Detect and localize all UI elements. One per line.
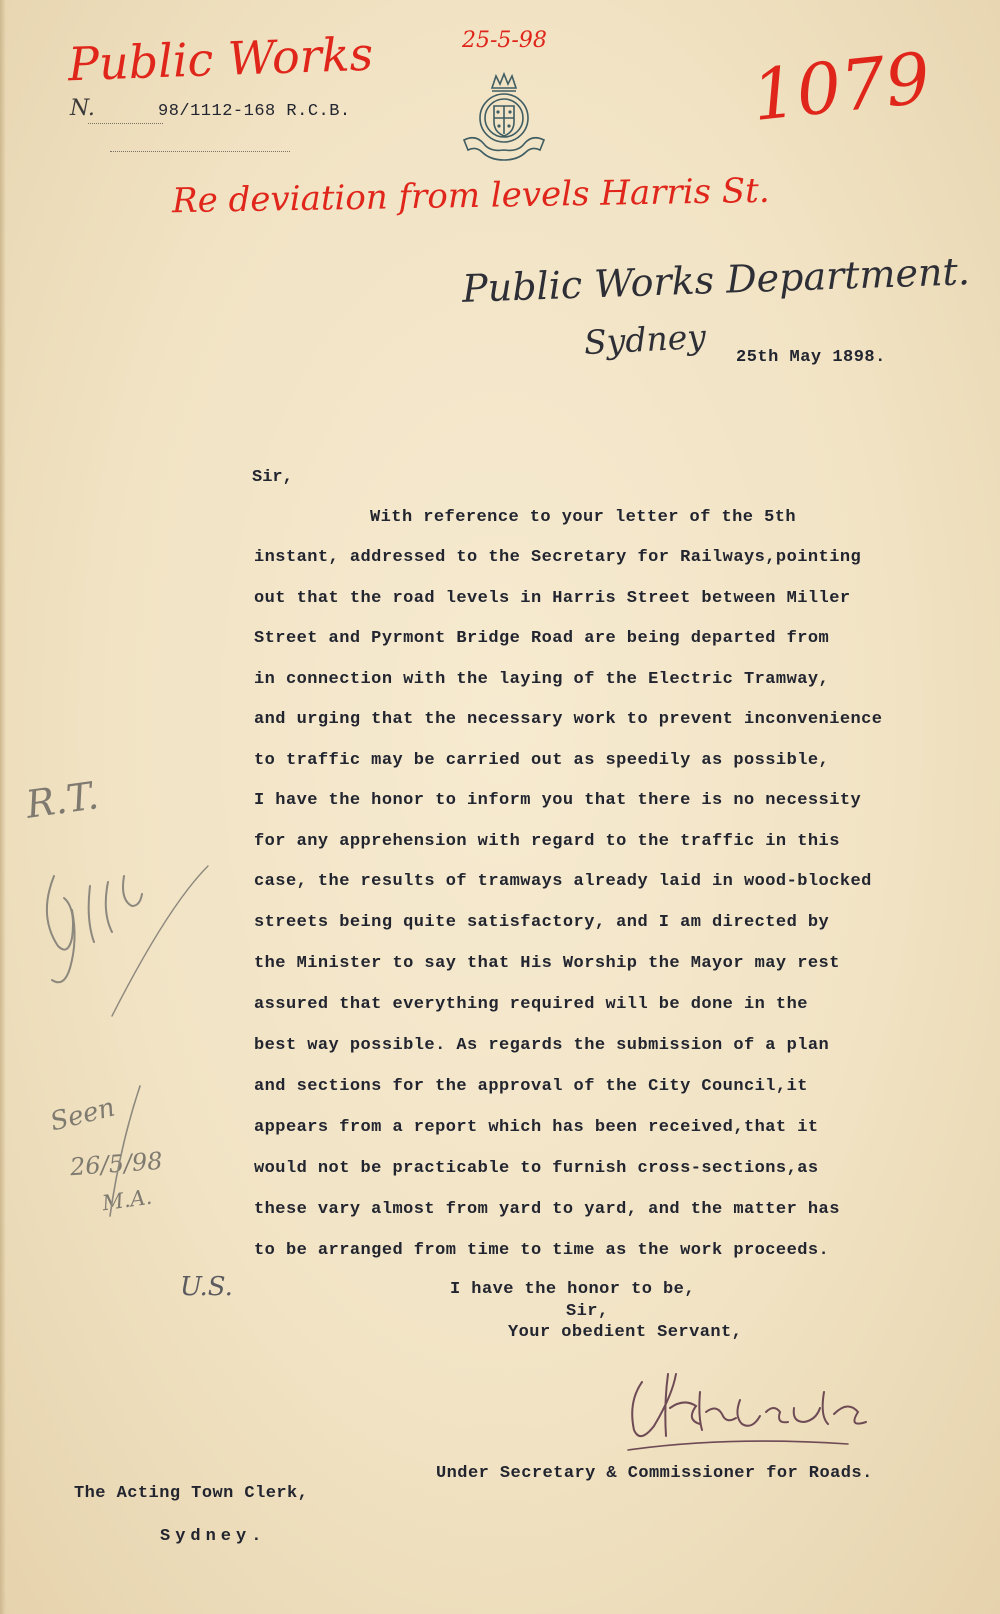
body-line: the Minister to say that His Worship the Mayor may rest	[254, 954, 840, 973]
pencil-annotation: 26/5/98	[69, 1146, 164, 1182]
pencil-annotation: R.T.	[23, 773, 102, 827]
body-line: to be arranged from time to time as the work proceeds.	[254, 1241, 830, 1260]
body-line: and urging that the necessary work to prevent inconvenience	[254, 710, 883, 729]
body-line: assured that everything required will be done in the	[254, 995, 808, 1014]
reference-rule	[88, 123, 163, 124]
body-line: to traffic may be carried out as speedily as possible,	[254, 751, 830, 770]
closing-line: Your obedient Servant,	[508, 1323, 743, 1342]
body-line: best way possible. As regards the submission of a plan	[254, 1036, 830, 1055]
red-subject-annotation: Re deviation from levels Harris St.	[171, 170, 770, 222]
signatory-title: Under Secretary & Commissioner for Roads.	[436, 1464, 873, 1483]
body-line: appears from a report which has been received,that it	[254, 1118, 819, 1137]
closing-line: Sir,	[566, 1302, 609, 1321]
letterhead-city: Sydney	[583, 316, 707, 363]
body-line: out that the road levels in Harris Street between Miller	[254, 589, 851, 608]
royal-crest-icon	[452, 66, 556, 170]
body-line: and sections for the approval of the City Council,it	[254, 1077, 808, 1096]
red-date-annotation: 25-5-98	[462, 28, 547, 53]
department-heading: Public Works Department.	[461, 249, 971, 311]
pencil-stroke-mark	[90, 1080, 150, 1220]
body-line: Street and Pyrmont Bridge Road are being departed from	[254, 629, 830, 648]
red-number-annotation: 1079	[748, 36, 934, 138]
pencil-annotation: M.A.	[100, 1184, 154, 1216]
body-line: for any apprehension with regard to the traffic in this	[254, 832, 840, 851]
addressee-city: Sydney.	[160, 1527, 267, 1546]
body-line: With reference to your letter of the 5th	[370, 508, 797, 527]
body-line: would not be practicable to furnish cross-sections,as	[254, 1159, 819, 1178]
red-heading-annotation: Public Works	[67, 26, 375, 92]
body-line: in connection with the laying of the Electric Tramway,	[254, 670, 830, 689]
letter-date: 25th May 1898.	[736, 348, 886, 367]
salutation: Sir,	[252, 468, 293, 487]
body-line: streets being quite satisfactory, and I am directed by	[254, 913, 830, 932]
body-line: case, the results of tramways already laid in wood-blocked	[254, 872, 872, 891]
pencil-scribble-mark	[24, 846, 224, 1026]
pencil-annotation: U.S.	[180, 1272, 233, 1302]
paper-edge	[0, 0, 6, 1614]
closing-line: I have the honor to be,	[450, 1280, 695, 1299]
reference-prefix: N.	[70, 96, 95, 121]
reference-rule	[110, 151, 290, 152]
addressee-name: The Acting Town Clerk,	[74, 1484, 309, 1503]
reference-number: 98/1112-168 R.C.B.	[158, 102, 351, 121]
body-line: these vary almost from yard to yard, and the matter has	[254, 1200, 840, 1219]
pencil-annotation: Seen	[47, 1092, 119, 1138]
body-line: I have the honor to inform you that there is no necessity	[254, 791, 862, 810]
signature-mark	[608, 1352, 908, 1472]
body-line: instant, addressed to the Secretary for Railways,pointing	[254, 548, 862, 567]
